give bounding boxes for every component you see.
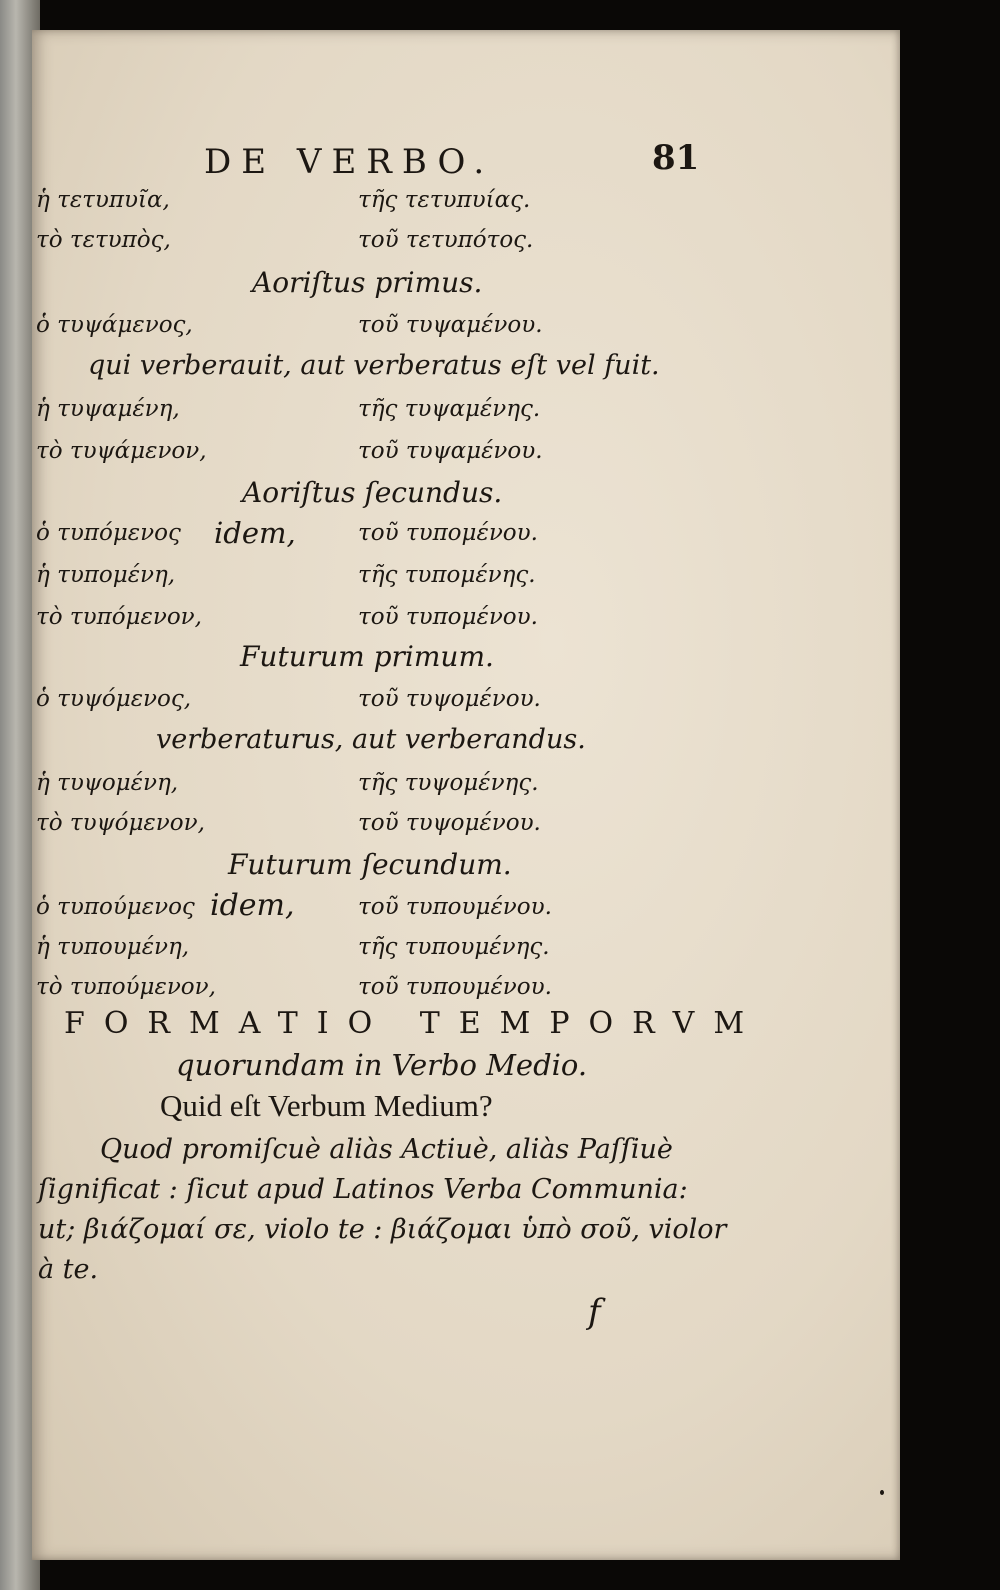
section-subtitle: quorundam in Verbo Medio. xyxy=(176,1048,588,1082)
latin-gloss: verberaturus, aut verberandus. xyxy=(156,724,586,755)
greek-form: ἡ τυπουμένη, xyxy=(36,934,190,960)
tense-heading: Futurum primum. xyxy=(240,640,494,673)
greek-genitive: τῆς τυπουμένης. xyxy=(358,934,550,960)
greek-form: ὁ τυψάμενος, xyxy=(36,312,193,338)
signature-mark: f xyxy=(588,1292,601,1332)
greek-genitive: τοῦ τυπομένου. xyxy=(358,604,538,630)
ink-speck xyxy=(880,1490,884,1495)
greek-form: τὸ τυπόμενον, xyxy=(36,604,202,630)
greek-genitive: τοῦ τυψομένου. xyxy=(358,810,541,836)
book-page xyxy=(32,30,900,1560)
greek-genitive: τοῦ τυψομένου. xyxy=(358,686,541,712)
tense-heading: Aoriſtus primus. xyxy=(252,266,483,299)
greek-form: ὁ τυπούμενος xyxy=(36,894,195,920)
section-question: Quid eſt Verbum Medium? xyxy=(160,1088,493,1123)
greek-form: τὸ τυψόμενον, xyxy=(36,810,205,836)
greek-form: τὸ τετυπὸς, xyxy=(36,227,171,253)
page-number: 81 xyxy=(652,138,700,178)
greek-genitive: τῆς τυψαμένης. xyxy=(358,396,541,422)
greek-genitive: τῆς τυψομένης. xyxy=(358,770,539,796)
greek-genitive: τοῦ τυψαμένου. xyxy=(358,312,543,338)
greek-genitive: τοῦ τυψαμένου. xyxy=(358,438,543,464)
answer-line: à te. xyxy=(38,1254,99,1285)
greek-form: ἡ τυπομένη, xyxy=(36,562,176,588)
greek-form: ἡ τυψομένη, xyxy=(36,770,179,796)
greek-genitive: τῆς τυπομένης. xyxy=(358,562,536,588)
answer-line: ut; βιάζομαί σε, violo te : βιάζομαι ὑπὸ σοῦ, violor xyxy=(38,1214,727,1245)
latin-gloss: qui verberauit, aut verberatus eſt vel fuit. xyxy=(88,350,660,381)
greek-genitive: τοῦ τυπομένου. xyxy=(358,520,538,546)
greek-form: ἡ τυψαμένη, xyxy=(36,396,180,422)
greek-genitive: τοῦ τυπουμένου. xyxy=(358,974,552,1000)
tense-heading: Futurum ſecundum. xyxy=(228,848,512,881)
answer-line: Quod promiſcuè aliàs Actiuè, aliàs Paſſiuè xyxy=(100,1134,673,1165)
greek-form: ὁ τυψόμενος, xyxy=(36,686,192,712)
greek-form: ἡ τετυπυῖα, xyxy=(36,187,170,213)
greek-form: τὸ τυψάμενον, xyxy=(36,438,207,464)
greek-form: ὁ τυπόμενος xyxy=(36,520,181,546)
tense-heading: Aoriſtus ſecundus. xyxy=(242,476,503,509)
latin-idem: idem, xyxy=(210,888,295,923)
greek-genitive: τοῦ τετυπότος. xyxy=(358,227,534,253)
latin-idem: idem, xyxy=(214,516,296,550)
greek-genitive: τοῦ τυπουμένου. xyxy=(358,894,552,920)
section-title: FORMATIO TEMPORVM xyxy=(64,1006,764,1041)
greek-genitive: τῆς τετυπυίας. xyxy=(358,187,531,213)
greek-form: τὸ τυπούμενον, xyxy=(36,974,216,1000)
answer-line: ſignificat : ſicut apud Latinos Verba Communia: xyxy=(38,1174,688,1205)
running-title: DE VERBO. xyxy=(204,142,495,182)
